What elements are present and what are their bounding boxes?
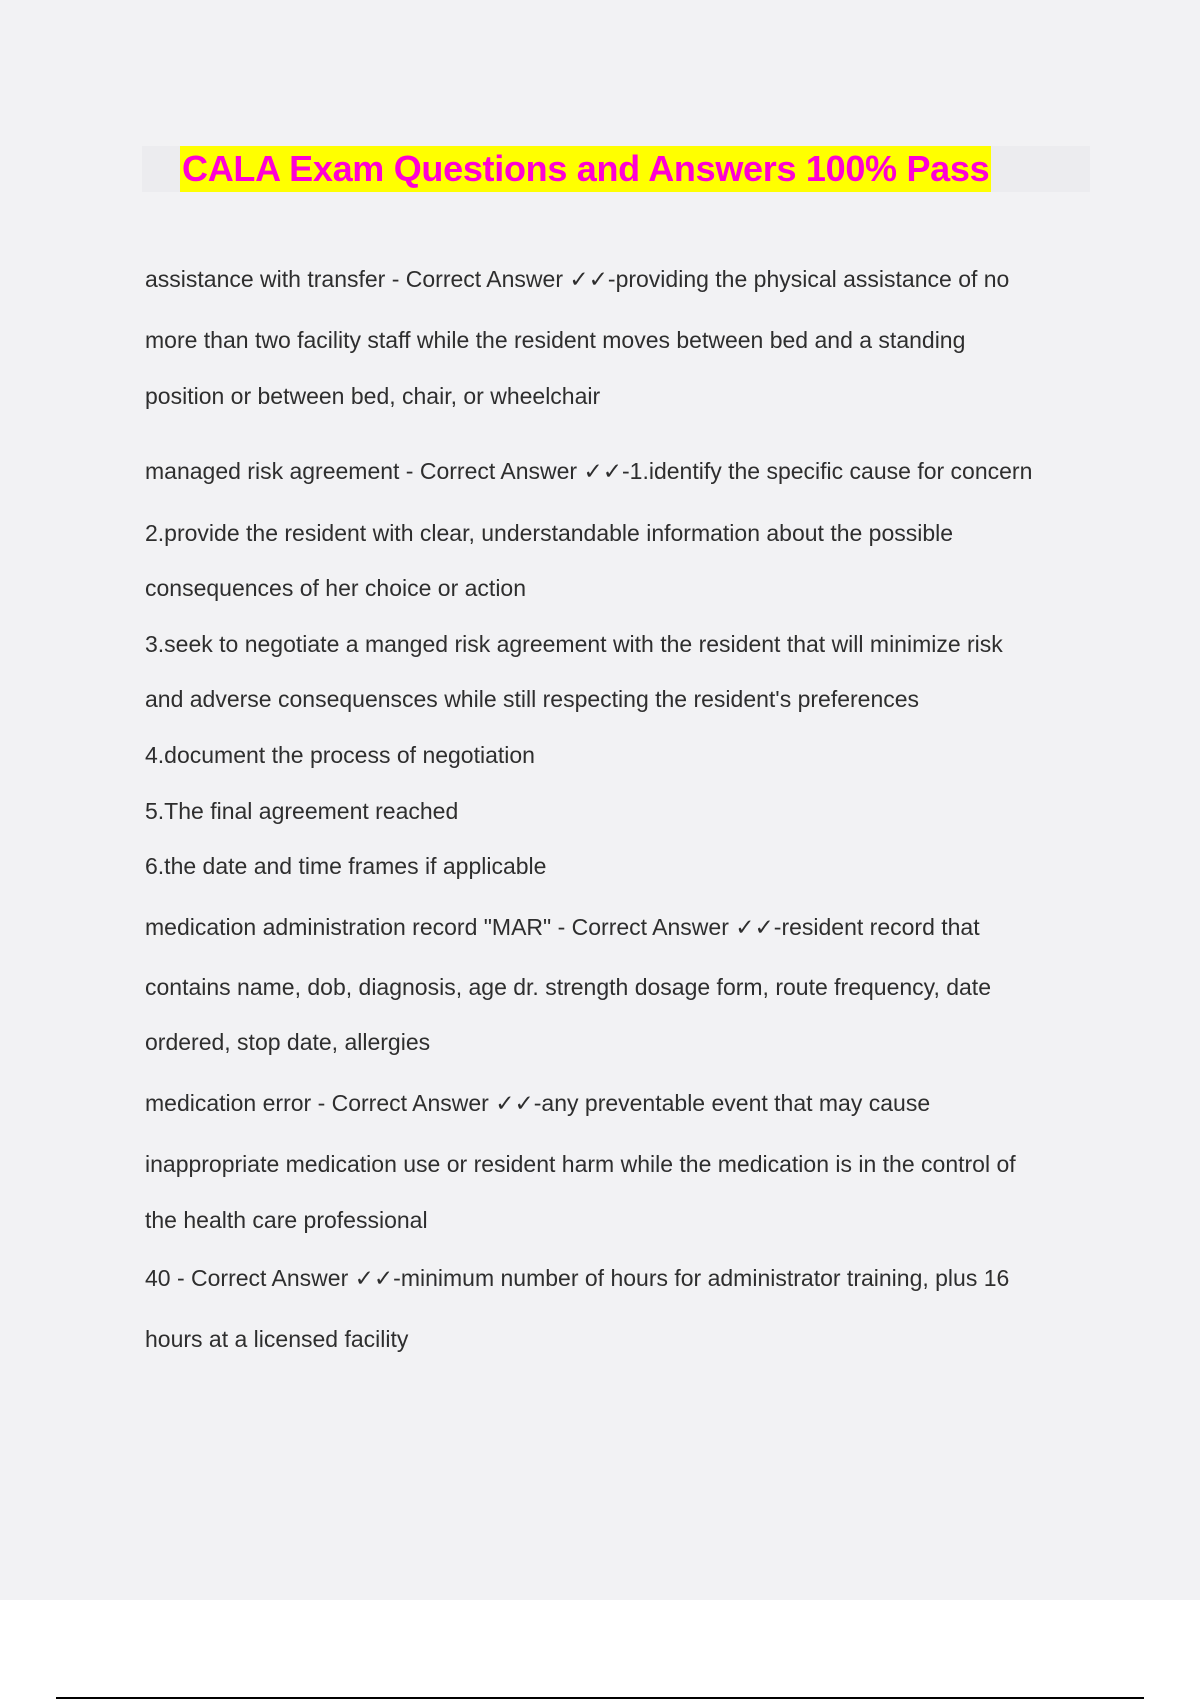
text-line: position or between bed, chair, or wheelchair bbox=[145, 383, 601, 409]
text-line: medication administration record "MAR" - Correct Answer ✓✓-resident record that bbox=[145, 914, 980, 940]
text-line: assistance with transfer - Correct Answer ✓✓-providing the physical assistance of no bbox=[145, 266, 1010, 292]
text-line: ordered, stop date, allergies bbox=[145, 1029, 431, 1055]
text-line: medication error - Correct Answer ✓✓-any preventable event that may cause bbox=[145, 1090, 931, 1116]
text-line: 2.provide the resident with clear, understandable information about the possible bbox=[145, 520, 954, 546]
text-line: 6.the date and time frames if applicable bbox=[145, 853, 547, 879]
text-line: hours at a licensed facility bbox=[145, 1326, 409, 1352]
text-line: inappropriate medication use or resident harm while the medication is in the control of bbox=[145, 1151, 1016, 1177]
text-line: and adverse consequensces while still respecting the resident's preferences bbox=[145, 686, 920, 712]
text-line: 40 - Correct Answer ✓✓-minimum number of hours for administrator training, plus 16 bbox=[145, 1265, 1010, 1291]
text-line: 5.The final agreement reached bbox=[145, 798, 459, 824]
text-line: 4.document the process of negotiation bbox=[145, 742, 535, 768]
text-line: more than two facility staff while the resident moves between bed and a standing bbox=[145, 327, 966, 353]
footer-rule bbox=[56, 1697, 1144, 1699]
text-line: the health care professional bbox=[145, 1207, 428, 1233]
text-line: 3.seek to negotiate a manged risk agreement with the resident that will minimize risk bbox=[145, 631, 1003, 657]
text-line: managed risk agreement - Correct Answer ✓✓-1.identify the specific cause for concern bbox=[145, 458, 1033, 484]
text-line: consequences of her choice or action bbox=[145, 575, 527, 601]
document-title: CALA Exam Questions and Answers 100% Pass bbox=[180, 146, 991, 192]
text-line: contains name, dob, diagnosis, age dr. strength dosage form, route frequency, date bbox=[145, 974, 991, 1000]
